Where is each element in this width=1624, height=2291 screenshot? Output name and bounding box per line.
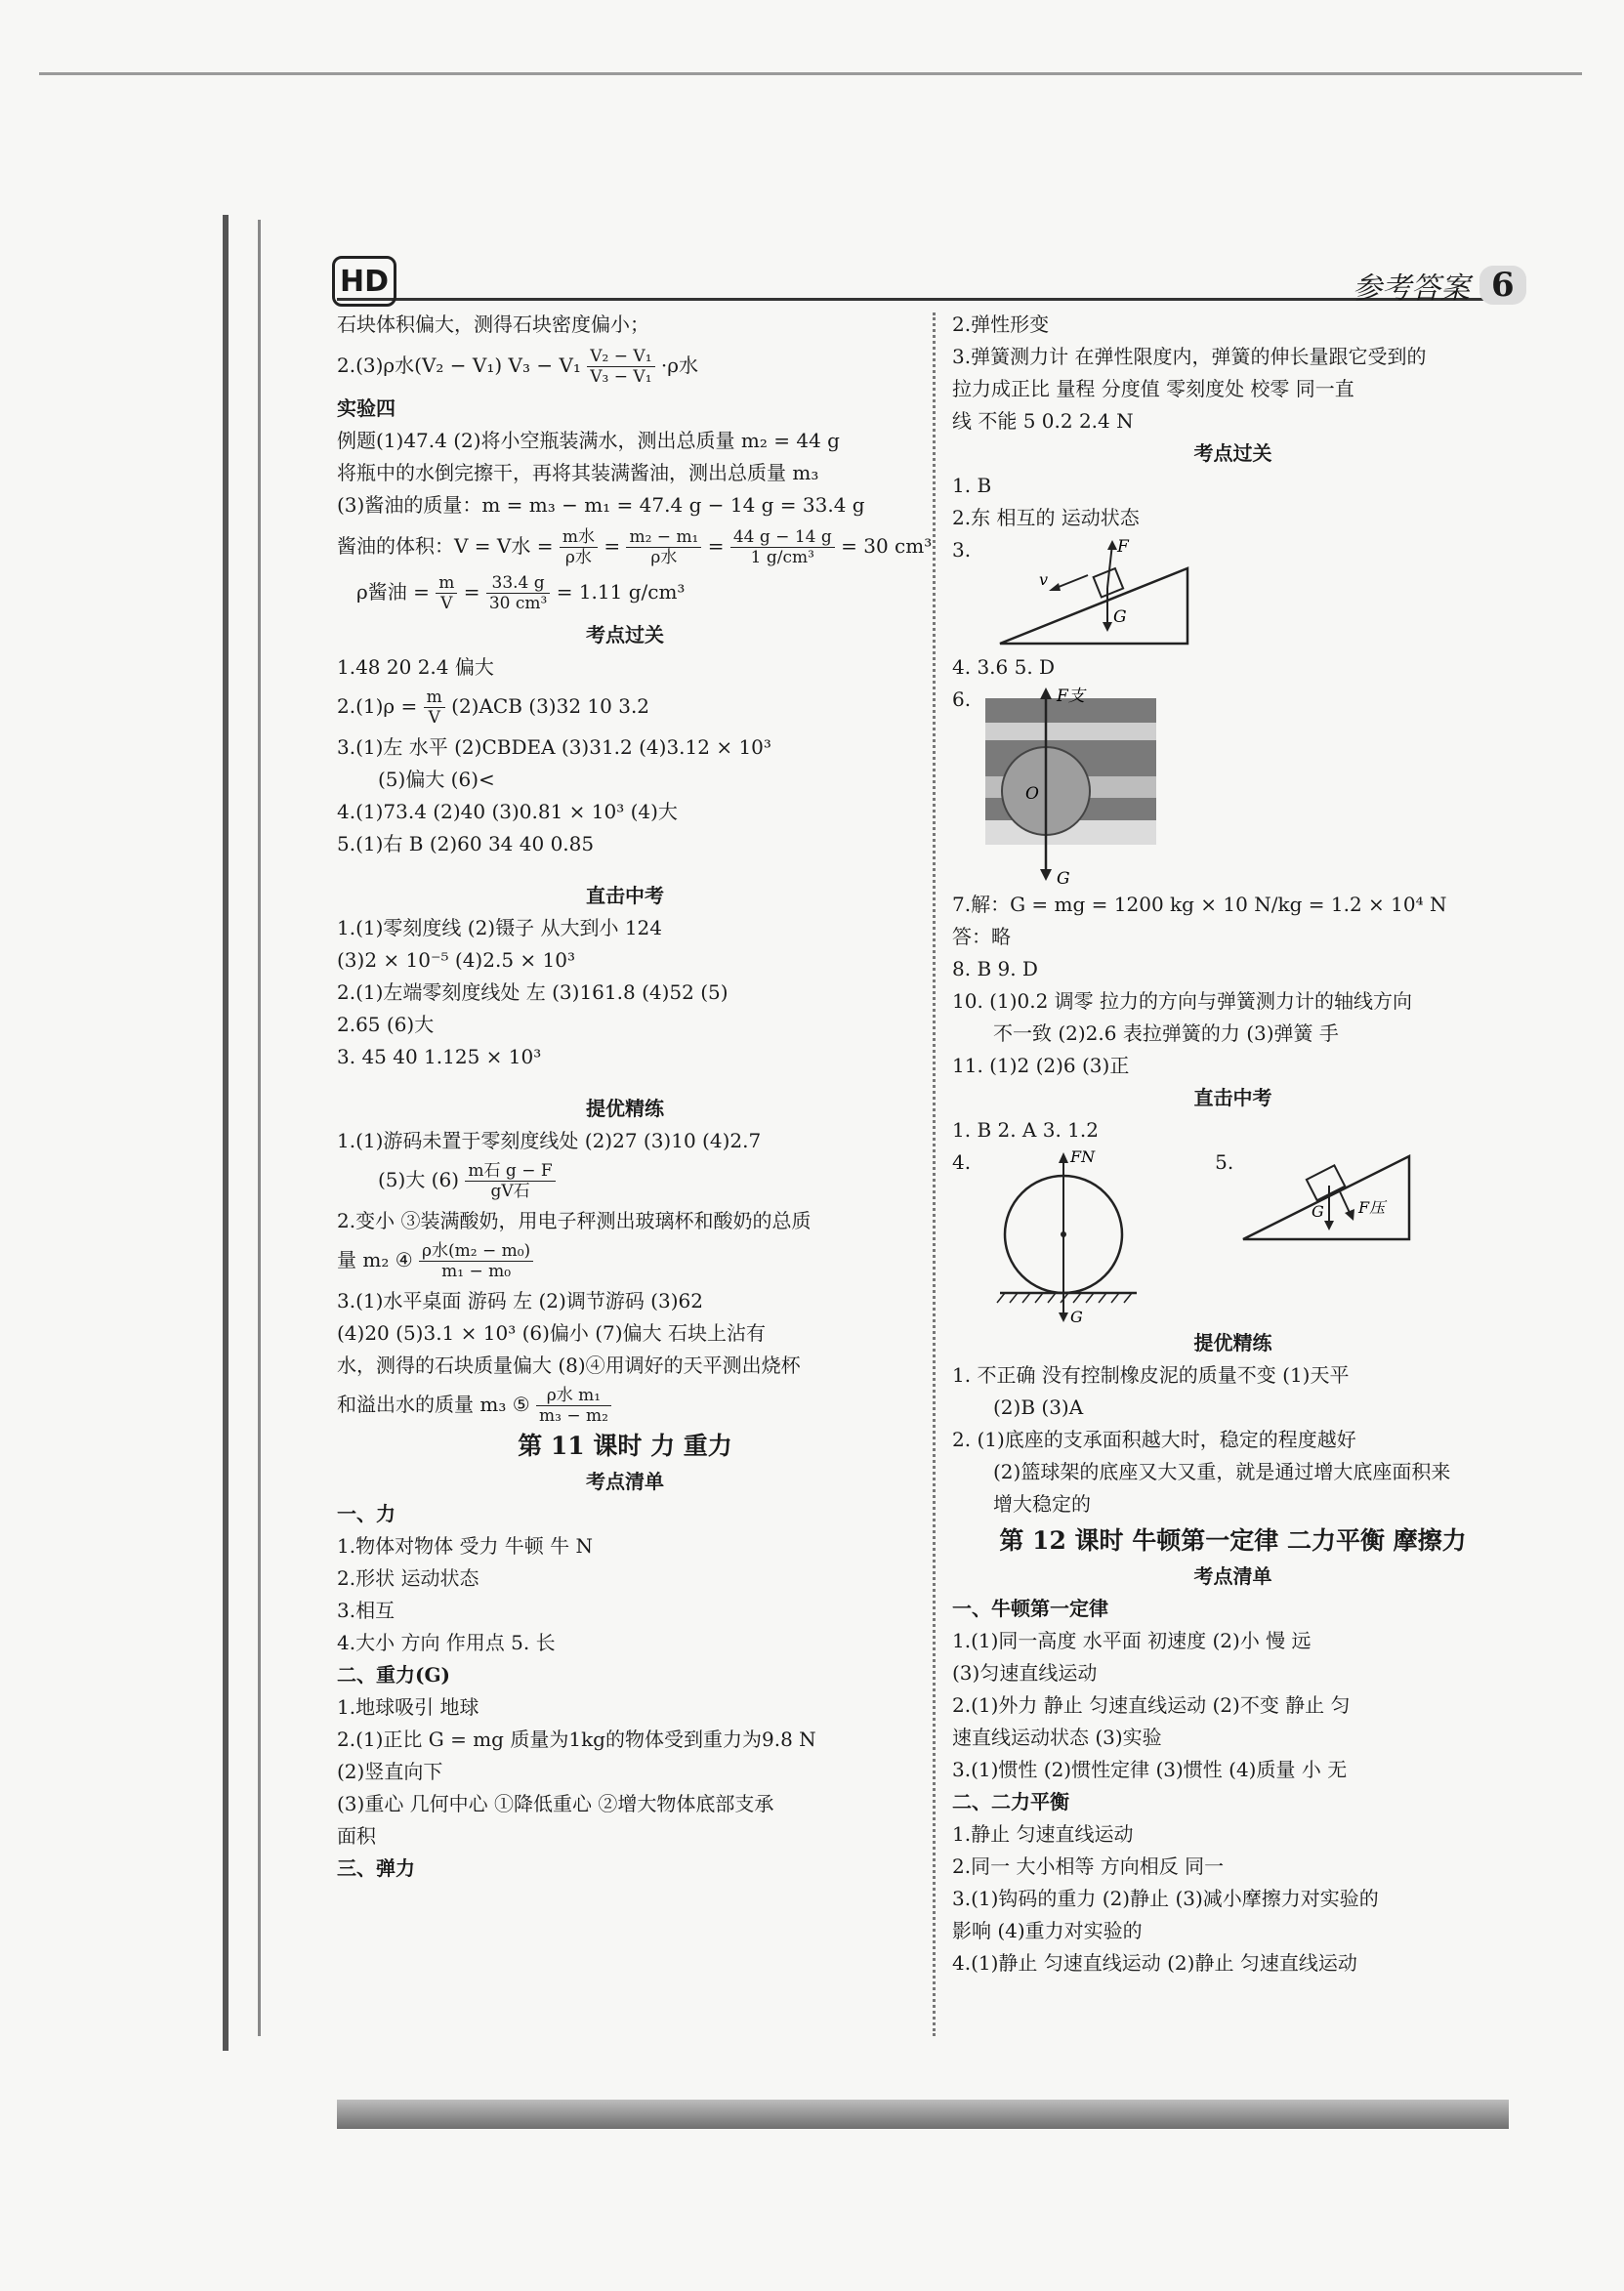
numerator: m — [424, 687, 445, 708]
velocity-label: v — [1039, 570, 1049, 589]
numerator: m₂ − m₁ — [626, 527, 701, 548]
force-label-G: G — [1057, 869, 1070, 889]
left-column — [337, 309, 933, 1885]
fraction — [424, 687, 445, 728]
text-line: 1.地球吸引 地球 — [337, 1695, 479, 1719]
text-line: 1.(1)同一高度 水平面 初速度 (2)小 慢 远 — [952, 1629, 1312, 1652]
denominator: gV石 — [490, 1182, 530, 1201]
text-span: (2)ACB (3)32 10 3.2 — [451, 694, 650, 718]
figure-6-row — [952, 684, 1514, 889]
denominator: ρ水 — [564, 548, 592, 567]
text-line: 1.(1)零刻度线 (2)镊子 从大到小 124 — [337, 916, 662, 939]
fraction — [560, 527, 598, 567]
text-line: 线 不能 5 0.2 2.4 N — [952, 409, 1134, 433]
text-line: 1.48 20 2.4 偏大 — [337, 655, 494, 679]
text-line: 速直线运动状态 (3)实验 — [952, 1726, 1162, 1749]
text-line: 酱油的体积：V = V水 = $\frac{\text{m水}}{\text{ρ水}}$ = $\frac{\text{m₂ − m₁}}{\text{ρ水}}$ = $\frac{44 g - 14 g}{\text{1 g/cm³}}$ = 30 cm³ — [337, 527, 933, 567]
binding-bar — [223, 215, 229, 2051]
text-line: (2)B (3)A — [993, 1395, 1084, 1419]
text-line: 2.弹性形变 — [952, 312, 1050, 336]
subsection-heading: 二、二力平衡 — [952, 1790, 1069, 1813]
text-span: 4. — [952, 1150, 972, 1174]
fraction — [536, 1386, 611, 1426]
ball-photo-diagram — [971, 684, 1166, 889]
denominator: V₃ − V₁ — [590, 367, 652, 387]
numerator: m石 g − F — [465, 1161, 555, 1182]
text-line: 11. (1)2 (2)6 (3)正 — [952, 1054, 1130, 1077]
lesson-title: 第 11 课时 力 重力 — [518, 1432, 732, 1460]
text-line: 增大稳定的 — [993, 1492, 1091, 1516]
text-line: 2.(1)外力 静止 匀速直线运动 (2)不变 静止 匀 — [952, 1693, 1351, 1717]
text-line: 5.(1)右 B (2)60 34 40 0.85 — [337, 832, 595, 855]
text-line: (3)重心 几何中心 ①降低重心 ②增大物体底部支承 — [337, 1792, 774, 1815]
numerator: V₂ − V₁ — [587, 347, 654, 367]
text-line: 石块体积偏大，测得石块密度偏小； — [337, 312, 649, 336]
subsection-heading: 二、重力(G) — [337, 1663, 451, 1687]
column-divider — [933, 312, 936, 2036]
incline-force-diagram — [971, 534, 1195, 651]
text-line: ρ酱油 = $\frac{m}{V}$ = $\frac{33.4 g}{\text{30 cm³}}$ = 1.11 g/cm³ — [356, 573, 686, 613]
force-label-G: G — [1113, 607, 1127, 627]
section-heading: 提优精练 — [1193, 1331, 1272, 1354]
text-line: 3.相互 — [337, 1599, 396, 1622]
text-line: 1. 不正确 没有控制橡皮泥的质量不变 (1)天平 — [952, 1363, 1350, 1387]
text-line: 面积 — [337, 1824, 376, 1848]
text-line: (2)竖直向下 — [337, 1760, 443, 1783]
section-heading: 考点清单 — [1193, 1564, 1272, 1588]
block-on-incline-diagram — [1233, 1146, 1419, 1254]
text-line: 1.静止 匀速直线运动 — [952, 1822, 1134, 1846]
text-line: 不一致 (2)2.6 表拉弹簧的力 (3)弹簧 手 — [993, 1021, 1339, 1045]
text-line — [337, 687, 913, 728]
right-column — [952, 309, 1514, 1979]
fraction — [419, 1241, 533, 1281]
text-line: 1.(1)游码未置于零刻度线处 (2)27 (3)10 (4)2.7 — [337, 1129, 762, 1152]
text-line: (3)酱油的质量：m = m₃ − m₁ = 47.4 g − 14 g = 33.4 g — [337, 493, 865, 517]
text-line: 2.形状 运动状态 — [337, 1566, 479, 1590]
text-span: ·ρ水 — [660, 354, 699, 377]
fraction — [465, 1161, 555, 1201]
text-span: 2.(3)ρ水(V₂ − V₁) V₃ − V₁ — [337, 354, 581, 377]
text-span: = 30 cm³ — [841, 534, 933, 558]
text-line: 4.(1)73.4 (2)40 (3)0.81 × 10³ (4)大 — [337, 800, 678, 823]
figures-4-5-row — [952, 1146, 1514, 1327]
force-label-G: G — [1312, 1202, 1324, 1221]
text-line: 2.(1)正比 G = mg 质量为1kg的物体受到重力为9.8 N — [337, 1728, 816, 1751]
top-rule — [39, 72, 1582, 75]
subsection-heading: 一、牛顿第一定律 — [952, 1597, 1108, 1620]
text-line: 将瓶中的水倒完擦干，再将其装满酱油，测出总质量 m₃ — [337, 461, 819, 484]
text-line: 4.大小 方向 作用点 5. 长 — [337, 1631, 556, 1654]
section-heading: 考点过关 — [1193, 441, 1272, 465]
denominator: V — [440, 594, 453, 613]
header-rule — [337, 298, 1514, 301]
text-line — [337, 1161, 913, 1201]
text-line: 例题(1)47.4 (2)将小空瓶装满水，测出总质量 m₂ = 44 g — [337, 429, 840, 452]
text-line: 10. (1)0.2 调零 拉力的方向与弹簧测力计的轴线方向 — [952, 989, 1413, 1013]
numerator: ρ水 m₁ — [536, 1386, 611, 1406]
text-line: 答：略 — [952, 925, 1011, 948]
denominator: 1 g/cm³ — [750, 548, 814, 567]
text-span: 2.(1)ρ = — [337, 694, 418, 718]
text-line: 影响 (4)重力对实验的 — [952, 1919, 1143, 1942]
text-line: (3)匀速直线运动 — [952, 1661, 1098, 1685]
denominator: m₃ − m₂ — [539, 1406, 608, 1426]
text-line: 2.(1)左端零刻度线处 左 (3)161.8 (4)52 (5) — [337, 980, 729, 1004]
text-line: (5)偏大 (6)< — [378, 768, 495, 791]
denominator: m₁ − m₀ — [441, 1262, 512, 1281]
center-label-O: O — [1025, 784, 1040, 804]
fraction — [486, 573, 551, 613]
subsection-heading: 一、力 — [337, 1502, 396, 1525]
text-line: 2.65 (6)大 — [337, 1013, 435, 1036]
text-line: 8. B 9. D — [952, 957, 1038, 980]
denominator: ρ水 — [650, 548, 678, 567]
numerator: ρ水(m₂ − m₀) — [419, 1241, 533, 1262]
text-line: (2)篮球架的底座又大又重，就是通过增大底座面积来 — [993, 1460, 1451, 1483]
section-heading: 考点清单 — [586, 1470, 664, 1493]
numerator: m水 — [560, 527, 598, 548]
text-line: 水，测得的石块质量偏大 (8)④用调好的天平测出烧杯 — [337, 1354, 801, 1377]
numerator: 44 g − 14 g — [730, 527, 835, 548]
text-span: 量 m₂ ④ — [337, 1248, 413, 1271]
numerator: m — [436, 573, 457, 594]
fraction — [730, 527, 835, 567]
fraction — [436, 573, 457, 613]
section-heading: 直击中考 — [586, 884, 664, 907]
section-heading: 直击中考 — [1193, 1086, 1272, 1109]
force-label-F-support: F支 — [1057, 687, 1085, 706]
force-label-F: F — [1117, 537, 1129, 557]
text-line: 3.(1)左 水平 (2)CBDEA (3)31.2 (4)3.12 × 10³ — [337, 735, 771, 759]
text-span: 6. — [952, 687, 972, 711]
text-line: 1.物体对物体 受力 牛顿 牛 N — [337, 1534, 594, 1558]
bottom-bar — [337, 2100, 1509, 2129]
text-line: 4.(1)静止 匀速直线运动 (2)静止 匀速直线运动 — [952, 1951, 1357, 1975]
text-line: 3.(1)钩码的重力 (2)静止 (3)减小摩擦力对实验的 — [952, 1887, 1379, 1910]
force-label-G: G — [1070, 1308, 1083, 1326]
text-line: 3.(1)水平桌面 游码 左 (2)调节游码 (3)62 — [337, 1289, 703, 1312]
text-span: 3. — [952, 538, 972, 562]
section-heading: 实验四 — [337, 396, 396, 420]
text-span: 酱油的体积：V = V水 = — [337, 534, 554, 558]
lesson-title: 第 12 课时 牛顿第一定律 二力平衡 摩擦力 — [999, 1526, 1467, 1555]
text-line: 7.解：G = mg = 1200 kg × 10 N/kg = 1.2 × 10⁴ N — [952, 893, 1447, 916]
header-title: 参考答案 — [1353, 271, 1470, 306]
subsection-heading: 三、弹力 — [337, 1856, 415, 1880]
text-span: = 1.11 g/cm³ — [556, 580, 686, 604]
logo-icon: HD — [332, 256, 396, 307]
denominator: 30 cm³ — [488, 594, 548, 613]
text-line — [337, 1241, 913, 1281]
text-line: 3. 45 40 1.125 × 10³ — [337, 1045, 542, 1068]
text-span: 5. — [1215, 1150, 1234, 1174]
text-line: 2.同一 大小相等 方向相反 同一 — [952, 1854, 1225, 1878]
text-line: 3.弹簧测力计 在弹性限度内，弹簧的伸长量跟它受到的 — [952, 345, 1427, 368]
text-span: 和溢出水的质量 m₃ ⑤ — [337, 1393, 530, 1416]
binding-bar-inner — [258, 220, 261, 2036]
numerator: 33.4 g — [486, 573, 551, 594]
page-header — [1353, 264, 1526, 307]
section-heading: 考点过关 — [586, 623, 664, 646]
text-line: (4)20 (5)3.1 × 10³ (6)偏小 (7)偏大 石块上沾有 — [337, 1321, 766, 1345]
text-line: 3.(1)惯性 (2)惯性定律 (3)惯性 (4)质量 小 无 — [952, 1758, 1348, 1781]
text-line: (3)2 × 10⁻⁵ (4)2.5 × 10³ — [337, 948, 575, 972]
text-line — [337, 347, 913, 387]
page-number: 6 — [1479, 266, 1526, 305]
fraction — [587, 347, 654, 387]
section-heading: 提优精练 — [586, 1097, 664, 1120]
text-span: ρ酱油 = — [356, 580, 430, 604]
force-label-FN: FN — [1070, 1147, 1096, 1166]
text-span: (5)大 (6) — [378, 1168, 460, 1191]
force-label-F-pressure: F压 — [1358, 1198, 1386, 1217]
text-line: 2.变小 ③装满酸奶，用电子秤测出玻璃杯和酸奶的总质 — [337, 1209, 812, 1232]
text-line: 1. B — [952, 474, 992, 497]
figure-3-row — [952, 534, 1514, 651]
text-line: 1. B 2. A 3. 1.2 — [952, 1118, 1099, 1142]
text-line: 拉力成正比 量程 分度值 零刻度处 校零 同一直 — [952, 377, 1354, 400]
text-line: 4. 3.6 5. D — [952, 655, 1056, 679]
denominator: V — [428, 708, 440, 728]
ball-on-ground-diagram — [971, 1146, 1166, 1327]
text-line — [337, 1386, 913, 1426]
fraction — [626, 527, 701, 567]
text-line: 2.东 相互的 运动状态 — [952, 506, 1140, 529]
text-line: 2. (1)底座的支承面积越大时，稳定的程度越好 — [952, 1428, 1356, 1451]
